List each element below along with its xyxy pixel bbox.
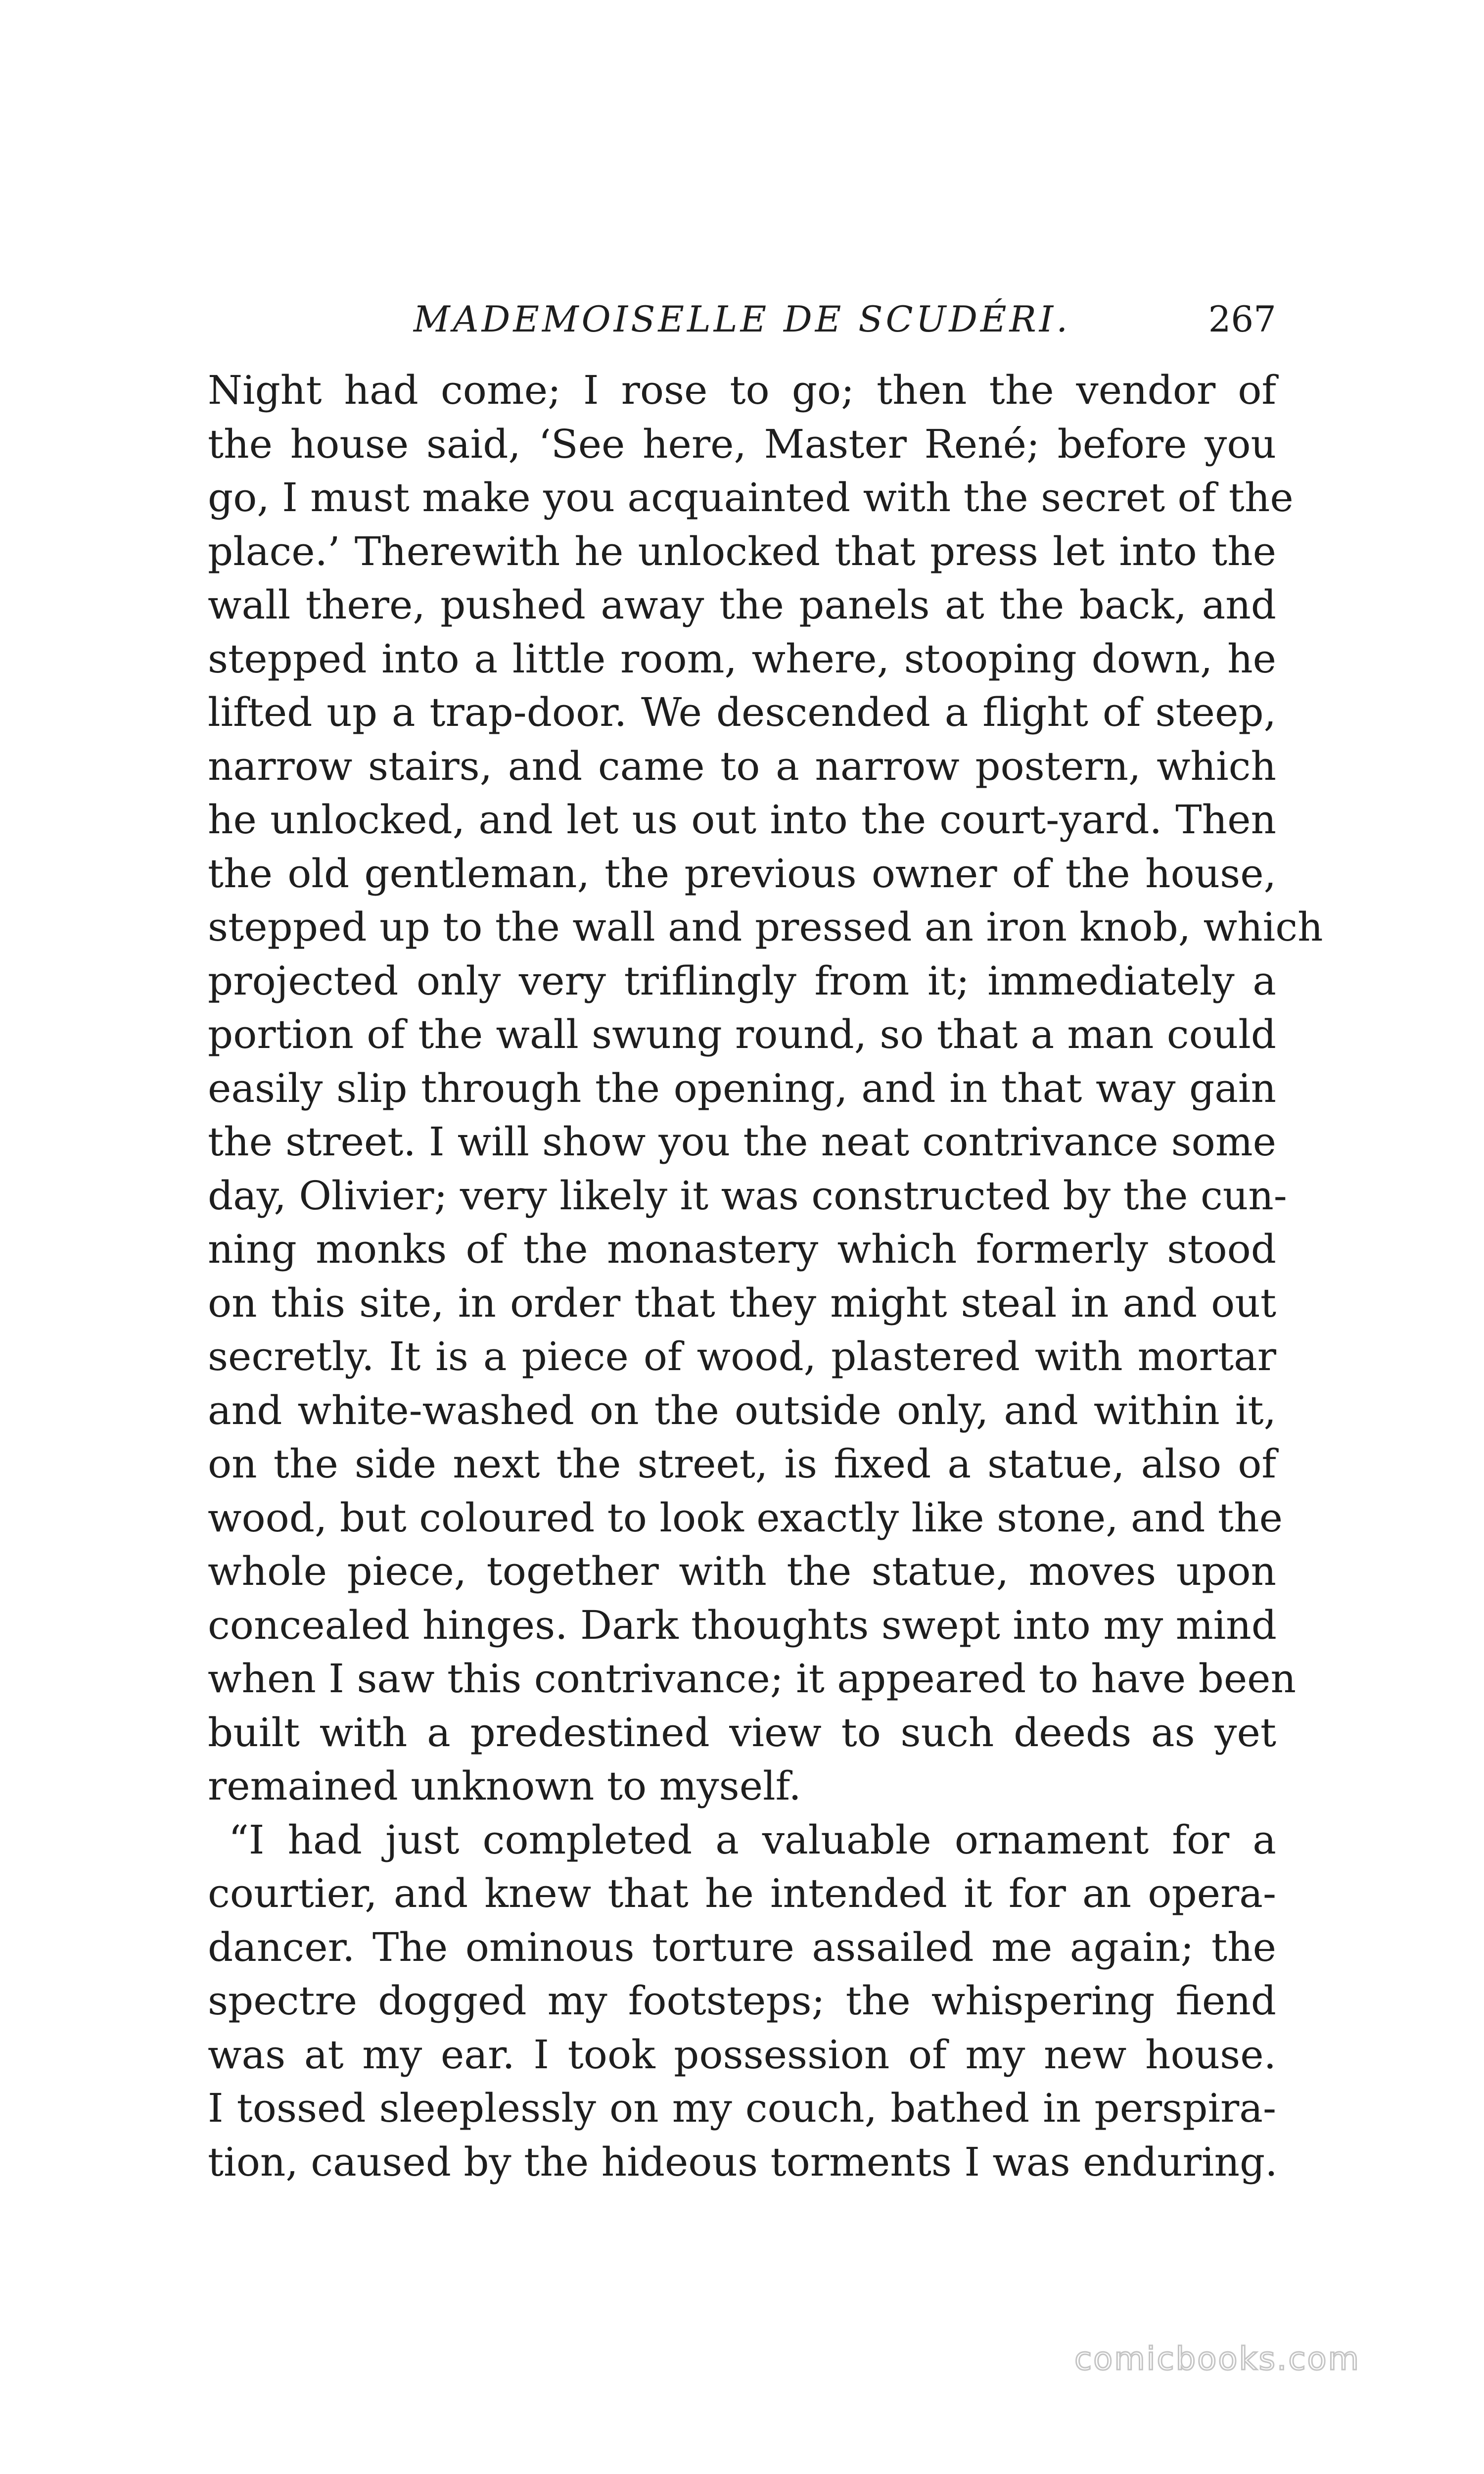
text-line: spectre dogged my footsteps; the whispering fiend (208, 1978, 1276, 2024)
text-line: place.’ Therewith he unlocked that press let into the (208, 528, 1276, 574)
text-line: and white-washed on the outside only, and within it, (208, 1387, 1276, 1433)
text-line: go, I must make you acquainted with the secret of the (208, 475, 1294, 521)
running-title: MADEMOISELLE DE SCUDÉRI. (413, 298, 1071, 340)
text-line: concealed hinges. Dark thoughts swept into my mind (208, 1602, 1277, 1648)
text-line: portion of the wall swung round, so that a man could (208, 1011, 1276, 1057)
text-line: ning monks of the monastery which formerly stood (208, 1226, 1276, 1272)
text-line: stepped into a little room, where, stooping down, he (208, 635, 1276, 682)
body-text (208, 364, 1323, 2189)
text-line: the old gentleman, the previous owner of the house, (208, 850, 1276, 897)
text-line: lifted up a trap-door. We descended a flight of steep, (208, 689, 1276, 735)
text-line: Night had come; I rose to go; then the vendor of (208, 367, 1276, 413)
text-line: projected only very triflingly from it; immediately a (208, 957, 1276, 1004)
text-line: wall there, pushed away the panels at the back, and (208, 582, 1276, 628)
paragraph-end-line: remained unknown to myself. (208, 1763, 801, 1809)
watermark: comicbooks.com (1074, 2341, 1360, 2378)
text-line: narrow stairs, and came to a narrow postern, which (208, 743, 1276, 789)
running-head (208, 292, 1276, 346)
text-line: secretly. It is a piece of wood, plastered with mortar (208, 1333, 1276, 1380)
text-line: when I saw this contrivance; it appeared to have been (208, 1656, 1297, 1702)
text-line: wood, but coloured to look exactly like stone, and the (208, 1494, 1283, 1541)
text-line: built with a predestined view to such deeds as yet (208, 1709, 1276, 1756)
text-line: tion, caused by the hideous torments I was enduring. (208, 2139, 1278, 2185)
text-line: the house said, ‘See here, Master René; before you (208, 421, 1276, 467)
text-line: I tossed sleeplessly on my couch, bathed in perspira- (208, 2085, 1276, 2131)
text-line: stepped up to the wall and pressed an iron knob, which (208, 904, 1323, 950)
text-line: the street. I will show you the neat contrivance some (208, 1119, 1276, 1165)
text-line: on the side next the street, is fixed a statue, also of (208, 1441, 1276, 1487)
text-line: whole piece, together with the statue, moves upon (208, 1548, 1276, 1594)
text-line: he unlocked, and let us out into the court-yard. Then (208, 797, 1276, 843)
text-line: easily slip through the opening, and in that way gain (208, 1065, 1276, 1111)
text-line: was at my ear. I took possession of my new house. (208, 2031, 1276, 2078)
text-line: day, Olivier; very likely it was constructed by the cun- (208, 1172, 1287, 1219)
paragraph-start-line: “I had just completed a valuable ornament for a (229, 1816, 1276, 1863)
text-line: courtier, and knew that he intended it for an opera- (208, 1870, 1276, 1916)
text-line: on this site, in order that they might steal in and out (208, 1280, 1276, 1326)
page-number: 267 (1208, 298, 1276, 340)
text-line: dancer. The ominous torture assailed me again; the (208, 1924, 1276, 1970)
